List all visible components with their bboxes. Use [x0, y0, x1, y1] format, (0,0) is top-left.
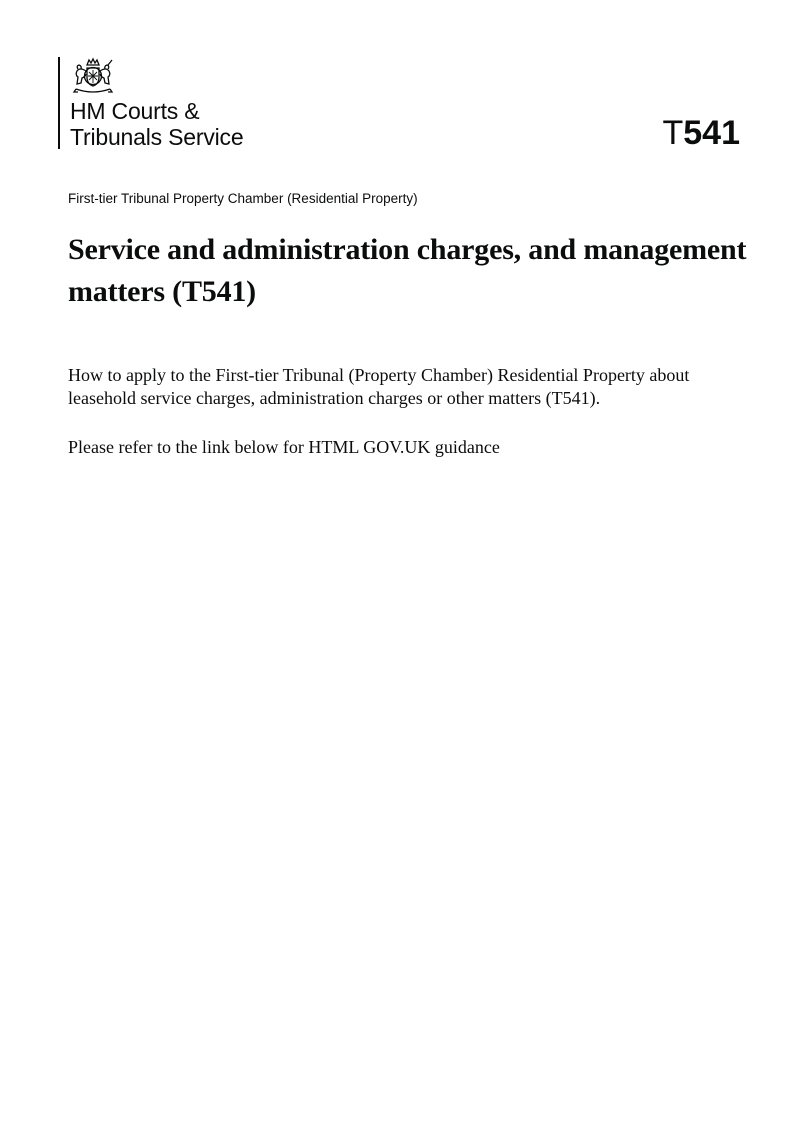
- chamber-name: First-tier Tribunal Property Chamber (Residential Property): [68, 191, 418, 206]
- hmcts-logo: [58, 57, 244, 150]
- intro-paragraph: How to apply to the First-tier Tribunal (Property Chamber) Residential Property about leasehold service charges, administration charges or other matters (T541).: [68, 365, 690, 408]
- royal-coat-of-arms-icon: [70, 57, 116, 97]
- organisation-name-line2: Tribunals Service: [70, 124, 244, 150]
- guidance-note: Please refer to the link below for HTML GOV.UK guidance: [68, 437, 500, 457]
- page-title: Service and administration charges, and management matters (T541): [68, 233, 747, 308]
- form-code-number: 541: [683, 114, 740, 152]
- organisation-name-line1: HM Courts &: [70, 98, 200, 124]
- form-code-prefix: T: [662, 114, 684, 152]
- organisation-name: [70, 98, 330, 150]
- form-code: [662, 113, 740, 153]
